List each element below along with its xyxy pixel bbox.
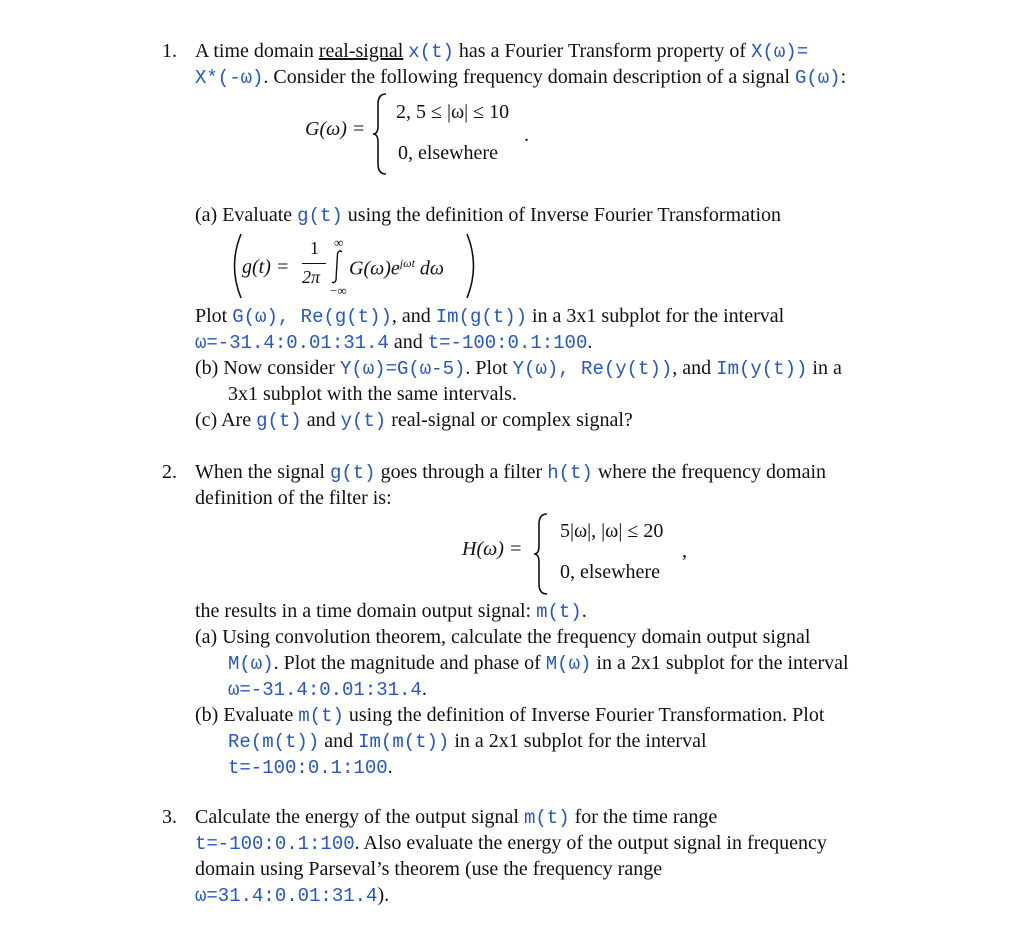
eq-case-1: 2, 5 ≤ |ω| ≤ 10: [396, 101, 510, 123]
q3-number: 3.: [162, 806, 177, 828]
right-paren-icon: [464, 232, 482, 300]
q2-part-a: (a) Using convolution theorem, calculate the frequency domain output signal: [195, 626, 811, 648]
left-brace-icon: [372, 92, 388, 176]
q2-number: 2.: [162, 461, 177, 483]
ift-frac-num: 1: [310, 238, 319, 258]
q1-line-2: X*(-ω). Consider the following frequency domain description of a signal G(ω):: [195, 66, 847, 89]
eq-case-2: 0, elsewhere: [398, 142, 498, 164]
q2-part-b-line-3: t=-100:0.1:100.: [228, 756, 393, 779]
q2-part-b: (b) Evaluate m(t) using the definition of Inverse Fourier Transformation. Plot: [195, 704, 825, 727]
q3-line-3: domain using Parseval’s theorem (use the frequency range: [195, 858, 663, 880]
integral-icon: [330, 249, 344, 285]
q2-part-a-line-3: ω=-31.4:0.01:31.4.: [228, 678, 427, 701]
h-eq-case-1: 5|ω|, |ω| ≤ 20: [560, 520, 664, 542]
q2-line-1: When the signal g(t) goes through a filter h(t) where the frequency domain: [195, 461, 827, 484]
q3-line-1: Calculate the energy of the output signal m(t) for the time range: [195, 806, 718, 829]
q1-number: 1.: [162, 40, 177, 62]
q2-result-line: the results in a time domain output signal: m(t).: [195, 600, 587, 623]
q3-line-2: t=-100:0.1:100. Also evaluate the energy of the output signal in frequency: [195, 832, 827, 855]
ift-body: $G(\omega)e^{j\omega t}$ dω: [349, 256, 445, 280]
real-signal-link: real-signal: [318, 40, 404, 62]
h-eq-comma: ,: [682, 540, 687, 562]
q2-part-b-line-2: Re(m(t)) and Im(m(t)) in a 2x1 subplot for the interval: [228, 730, 707, 753]
q2-line-2: definition of the filter is:: [195, 487, 392, 509]
q2-part-a-line-2: M(ω). Plot the magnitude and phase of M(ω) in a 2x1 subplot for the interval: [228, 652, 849, 675]
ift-frac-den: 2π: [302, 267, 321, 287]
ift-lower-limit: −∞: [330, 283, 347, 298]
h-eq-case-2: 0, elsewhere: [560, 561, 660, 583]
q1-plot-line: Plot G(ω), Re(g(t)), and Im(g(t)) in a 3x1 subplot for the interval: [195, 305, 785, 328]
q1-part-a: (a) Evaluate g(t) using the definition of Inverse Fourier Transformation: [195, 204, 782, 227]
q1-part-b: (b) Now consider Y(ω)=G(ω-5). Plot Y(ω), Re(y(t)), and Im(y(t)) in a: [195, 357, 842, 380]
q3-line-4: ω=31.4:0.01:31.4).: [195, 884, 390, 907]
h-eq-lhs: H(ω) =: [462, 538, 523, 560]
q1-part-c: (c) Are g(t) and y(t) real-signal or complex signal?: [195, 409, 633, 432]
ift-frac-bar: [302, 263, 326, 264]
ift-lhs: g(t) =: [242, 256, 290, 278]
q1-part-b-line-2: 3x1 subplot with the same intervals.: [228, 383, 517, 405]
eq-lhs: G(ω) =: [305, 118, 366, 140]
left-brace-icon: [533, 512, 549, 596]
ift-upper-limit: ∞: [334, 235, 344, 250]
q1-interval-line: ω=-31.4:0.01:31.4 and t=-100:0.1:100.: [195, 331, 593, 354]
q1-line-1: A time domain real-signal x(t) has a Fourier Transform property of X(ω)=: [195, 40, 809, 63]
eq-period: .: [524, 124, 529, 146]
